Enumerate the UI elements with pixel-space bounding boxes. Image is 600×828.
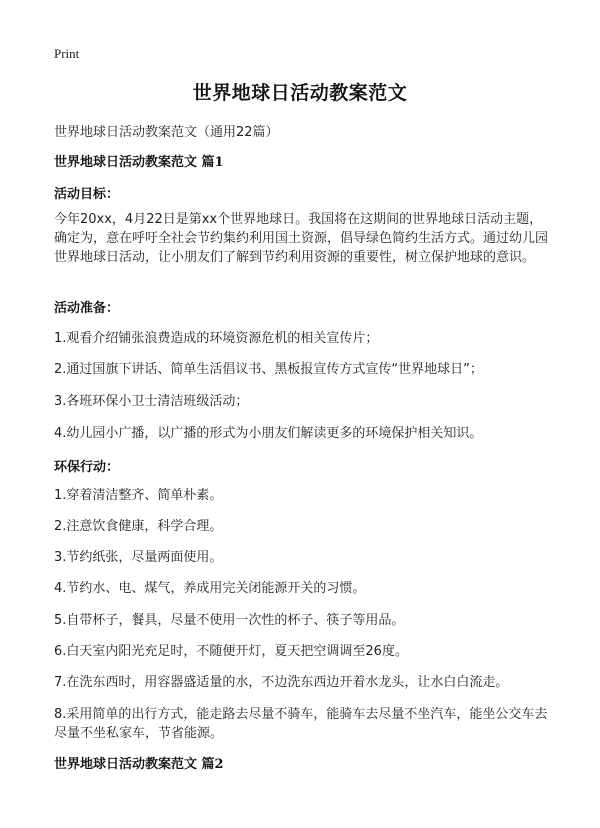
- page-title: 世界地球日活动教案范文: [192, 82, 408, 104]
- action-item: 3.节约纸张，尽量两面使用。: [54, 550, 223, 565]
- goal-paragraph: 今年20xx，4月22日是第xx个世界地球日。我国将在这期间的世界地球日活动主题，确定为，意在呼吁全社会节约集约利用国土资源，倡导绿色简约生活方式。通过幼儿园世界地球日活动，让小朋友们了解到节约利用资源的重要性，树立保护地球的意识。: [54, 212, 549, 265]
- print-label: Print: [54, 46, 80, 61]
- prep-item: 2.通过国旗下讲话、简单生活倡议书、黑板报宣传方式宣传“世界地球日”；: [54, 362, 483, 377]
- action-item: 1.穿着清洁整齐、简单朴素。: [54, 488, 223, 503]
- article-2-heading: 世界地球日活动教案范文 篇2: [54, 757, 224, 772]
- prep-item: 3.各班环保小卫士清洁班级活动；: [54, 394, 249, 409]
- document-subtitle: 世界地球日活动教案范文（通用22篇）: [54, 125, 279, 140]
- action-item: 5.自带杯子，餐具，尽量不使用一次性的杯子、筷子等用品。: [54, 613, 405, 628]
- action-item: 8.采用简单的出行方式，能走路去尽量不骑车，能骑车去尽量不坐汽车，能坐公交车去尽量不坐私家车，节省能源。: [54, 707, 548, 741]
- prep-item: 1.观看介绍铺张浪费造成的环境资源危机的相关宣传片；: [54, 331, 379, 346]
- action-item: 6.白天室内阳光充足时，不随便开灯，夏天把空调调至26度。: [54, 644, 408, 659]
- prep-heading: 活动准备：: [54, 301, 120, 316]
- action-item: 2.注意饮食健康，科学合理。: [54, 519, 223, 534]
- action-item: 4.节约水、电、煤气，养成用完关闭能源开关的习惯。: [54, 581, 366, 596]
- action-heading: 环保行动：: [54, 460, 120, 475]
- action-item: 7.在洗东西时，用容器盛适量的水，不边洗东西边开着水龙头，让水白白流走。: [54, 675, 509, 690]
- goal-heading: 活动目标：: [54, 187, 120, 202]
- article-1-heading: 世界地球日活动教案范文 篇1: [54, 155, 224, 170]
- prep-item: 4.幼儿园小广播，以广播的形式为小朋友们解读更多的环境保护相关知识。: [54, 426, 483, 441]
